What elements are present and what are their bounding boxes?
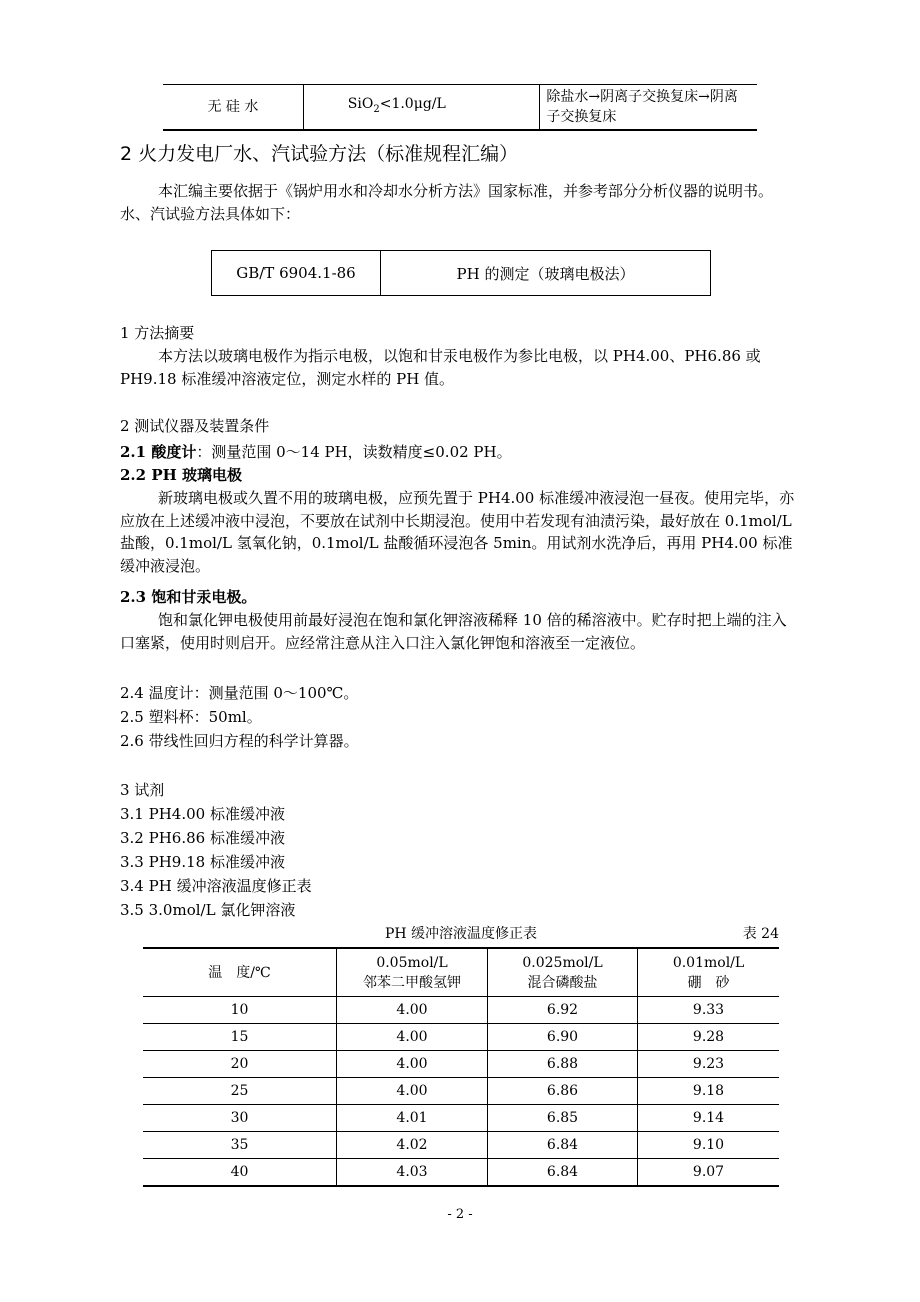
s3-item: 3.5 3.0mol/L 氯化钾溶液 <box>120 901 296 919</box>
ph-correction-table <box>143 947 779 1187</box>
s2-item3-text: 饱和氯化钾电极使用前最好浸泡在饱和氯化钾溶液稀释 10 倍的稀溶液中。贮存时把上端的注入口塞紧，使用时则启开。应经常注意从注入口注入氯化钾饱和溶液至一定液位。 <box>120 611 787 652</box>
s2-item4: 2.4 温度计：测量范围 0～100℃。 <box>120 684 359 702</box>
table-cell: 30 <box>143 1105 337 1132</box>
water-type-cell: 无 硅 水 <box>163 85 303 131</box>
s3-item: 3.4 PH 缓冲溶液温度修正表 <box>120 877 312 895</box>
table-cell: 10 <box>143 997 337 1024</box>
s3-item: 3.1 PH4.00 标准缓冲液 <box>120 805 285 823</box>
table-cell: 6.84 <box>488 1159 638 1187</box>
section-title: 2 火力发电厂水、汽试验方法（标准规程汇编） <box>120 143 519 165</box>
s1-text: 本方法以玻璃电极作为指示电极，以饱和甘汞电极作为参比电极，以 PH4.00、PH6.86 或 PH9.18 标准缓冲溶液定位，测定水样的 PH 值。 <box>120 347 761 388</box>
table-cell: 40 <box>143 1159 337 1187</box>
s2-item2-heading: 2.2 PH 玻璃电极 <box>120 466 242 484</box>
table-row <box>143 1078 779 1105</box>
table-cell: 4.00 <box>337 1078 488 1105</box>
table-row <box>143 997 779 1024</box>
spec-sub: 2 <box>373 103 380 115</box>
s2-item1-label: 酸度计 <box>151 443 197 461</box>
header-phthalate: 0.05mol/L 邻苯二甲酸氢钾 <box>337 948 488 997</box>
table-cell: 9.14 <box>638 1105 780 1132</box>
intro-paragraph: 本汇编主要依据于《锅炉用水和冷却水分析方法》国家标准，并参考部分分析仪器的说明书。水、汽试验方法具体如下： <box>120 182 774 223</box>
s2-item1-text: ：测量范围 0～14 PH，读数精度≤0.02 PH。 <box>196 443 512 461</box>
s2-item6: 2.6 带线性回归方程的科学计算器。 <box>120 732 359 750</box>
table-cell: 9.18 <box>638 1078 780 1105</box>
table-row <box>143 1159 779 1187</box>
table-cell: 9.10 <box>638 1132 780 1159</box>
header-phosphate: 0.025mol/L 混合磷酸盐 <box>488 948 638 997</box>
s1-heading: 1 方法摘要 <box>120 324 195 342</box>
table-cell: 9.33 <box>638 997 780 1024</box>
spec-prefix: SiO <box>347 96 374 113</box>
table-number: 表 24 <box>742 926 779 942</box>
standard-box <box>211 250 711 296</box>
table-cell: 6.88 <box>488 1051 638 1078</box>
s2-item3-heading: 2.3 饱和甘汞电极。 <box>120 588 257 606</box>
table-cell: 6.90 <box>488 1024 638 1051</box>
table-header-row <box>143 948 779 997</box>
header-borax: 0.01mol/L 硼 砂 <box>638 948 780 997</box>
table-cell: 4.00 <box>337 1051 488 1078</box>
s2-item2-text: 新玻璃电极或久置不用的玻璃电极，应预先置于 PH4.00 标准缓冲液浸泡一昼夜。使用完毕，亦应放在上述缓冲液中浸泡，不要放在试剂中长期浸泡。使用中若发现有油渍污染，最好放在 0.1mol/L 盐酸，0.1mol/L 氢氧化钠，0.1mol/L 盐酸循环浸泡各 5min。用试剂水洗净后，再用 PH4.00 标准缓冲液浸泡。 <box>120 489 795 575</box>
table-cell: 4.02 <box>337 1132 488 1159</box>
s3-heading: 3 试剂 <box>120 781 165 799</box>
process-cell: 除盐水→阴离子交换复床→阴离子交换复床 <box>546 89 738 125</box>
s2-item5: 2.5 塑料杯：50ml。 <box>120 708 262 726</box>
standard-code: GB/T 6904.1-86 <box>212 251 381 295</box>
standard-title: PH 的测定（玻璃电极法） <box>456 264 635 283</box>
top-table <box>163 84 757 131</box>
table-cell: 9.23 <box>638 1051 780 1078</box>
s3-item: 3.2 PH6.86 标准缓冲液 <box>120 829 285 847</box>
table-cell: 15 <box>143 1024 337 1051</box>
page-number: - 2 - <box>447 1207 473 1222</box>
s2-item1-num: 2.1 <box>120 443 152 461</box>
table-cell: 4.03 <box>337 1159 488 1187</box>
table-row <box>143 1132 779 1159</box>
table-row <box>143 1105 779 1132</box>
table-row <box>143 1051 779 1078</box>
spec-suffix: <1.0μg/L <box>379 96 446 113</box>
table-cell: 35 <box>143 1132 337 1159</box>
table-cell: 6.92 <box>488 997 638 1024</box>
table-cell: 4.00 <box>337 997 488 1024</box>
s3-item: 3.3 PH9.18 标准缓冲液 <box>120 853 285 871</box>
table-cell: 20 <box>143 1051 337 1078</box>
s2-heading: 2 测试仪器及装置条件 <box>120 417 270 435</box>
table-cell: 6.84 <box>488 1132 638 1159</box>
table-cell: 4.00 <box>337 1024 488 1051</box>
table-cell: 6.85 <box>488 1105 638 1132</box>
s2-item1 <box>120 441 512 463</box>
table-cell: 6.86 <box>488 1078 638 1105</box>
table-caption: PH 缓冲溶液温度修正表 <box>384 926 538 942</box>
table-cell: 4.01 <box>337 1105 488 1132</box>
header-temperature: 温 度/℃ <box>143 948 337 997</box>
table-cell: 25 <box>143 1078 337 1105</box>
spec-cell <box>303 85 540 131</box>
table-cell: 9.07 <box>638 1159 780 1187</box>
table-cell: 9.28 <box>638 1024 780 1051</box>
table-row <box>143 1024 779 1051</box>
